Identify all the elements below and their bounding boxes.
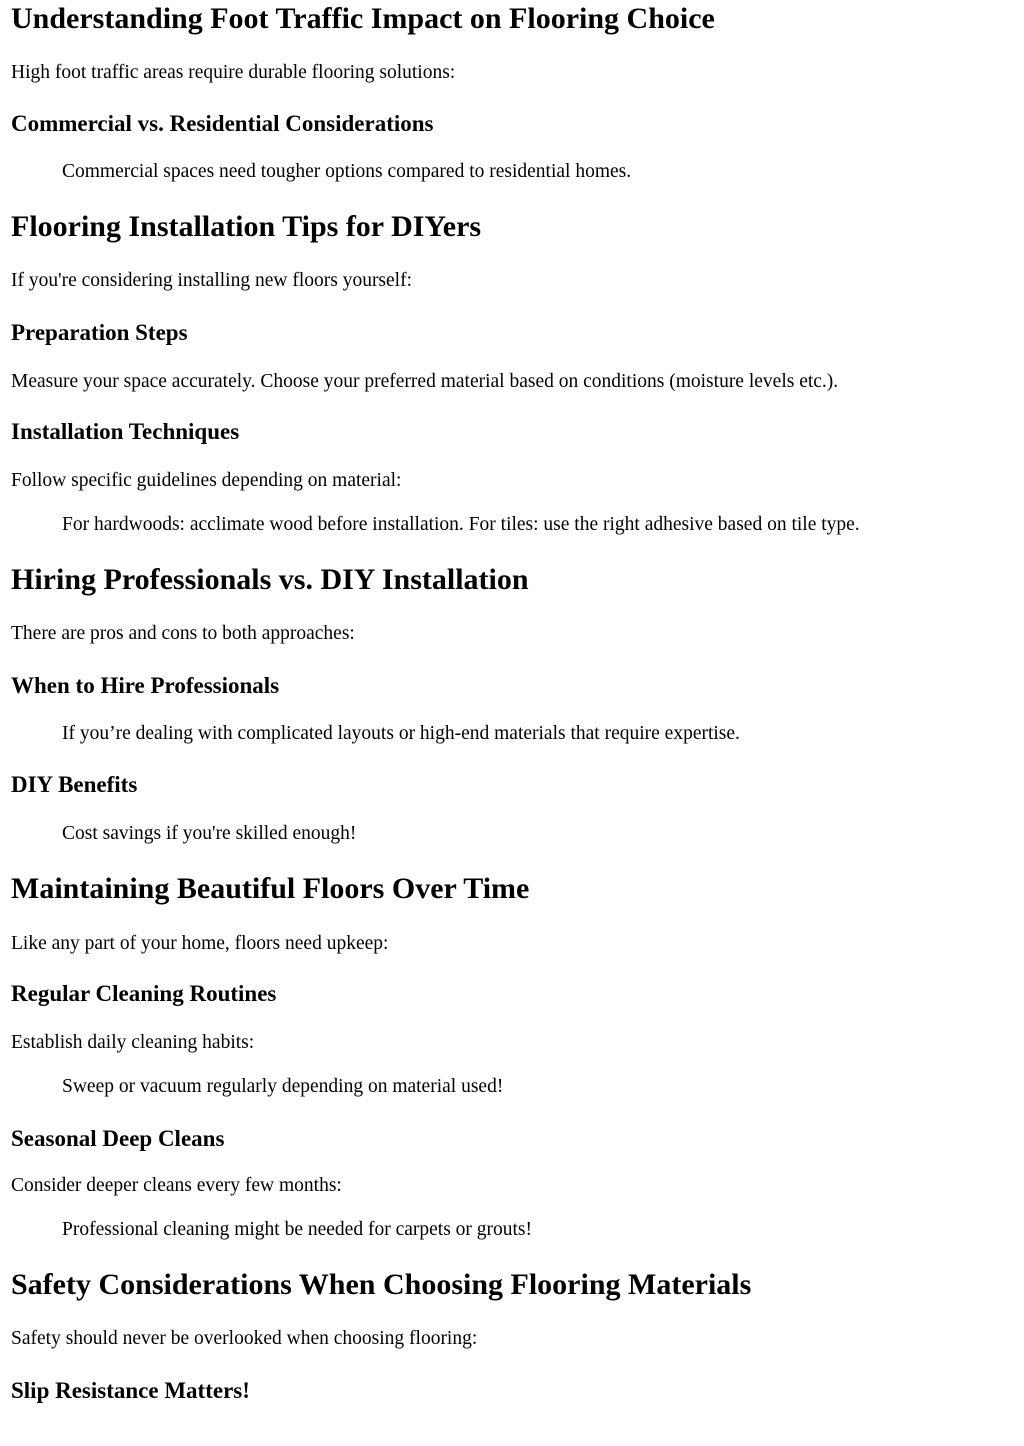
blockquote-text: Sweep or vacuum regularly depending on material used! [62,1076,504,1097]
paragraph-text: Consider deeper cleans every few months: [11,1175,342,1196]
subsection-heading: Commercial vs. Residential Considerations [11,111,434,136]
subsection-heading: DIY Benefits [11,772,138,797]
subsection-heading: Slip Resistance Matters! [11,1378,250,1403]
subsection-heading: Installation Techniques [11,419,240,444]
blockquote-text: Commercial spaces need tougher options compared to residential homes. [62,161,632,182]
section-heading: Understanding Foot Traffic Impact on Flooring Choice [11,2,715,35]
section-heading: Safety Considerations When Choosing Flooring Materials [11,1268,752,1301]
section-heading: Maintaining Beautiful Floors Over Time [11,872,530,905]
subsection-heading: When to Hire Professionals [11,673,280,698]
section-intro: If you're considering installing new floors yourself: [11,270,413,291]
section-intro: Safety should never be overlooked when choosing flooring: [11,1328,478,1349]
blockquote-text: Cost savings if you're skilled enough! [62,823,357,844]
section-intro: High foot traffic areas require durable flooring solutions: [11,62,456,83]
section-heading: Flooring Installation Tips for DIYers [11,210,482,243]
section-intro: There are pros and cons to both approaches: [11,623,355,644]
blockquote-text: For hardwoods: acclimate wood before installation. For tiles: use the right adhesive based on tile type. [62,514,860,535]
paragraph-text: Measure your space accurately. Choose your preferred material based on conditions (moisture levels etc.). [11,371,839,392]
paragraph-text: Establish daily cleaning habits: [11,1032,255,1053]
subsection-heading: Regular Cleaning Routines [11,981,277,1006]
subsection-heading: Preparation Steps [11,320,188,345]
subsection-heading: Seasonal Deep Cleans [11,1126,225,1151]
blockquote-text: Professional cleaning might be needed for carpets or grouts! [62,1219,533,1240]
section-heading: Hiring Professionals vs. DIY Installation [11,563,529,596]
section-intro: Like any part of your home, floors need upkeep: [11,933,389,954]
paragraph-text: Follow specific guidelines depending on material: [11,470,402,491]
blockquote-text: If you’re dealing with complicated layouts or high-end materials that require expertise. [62,723,740,744]
